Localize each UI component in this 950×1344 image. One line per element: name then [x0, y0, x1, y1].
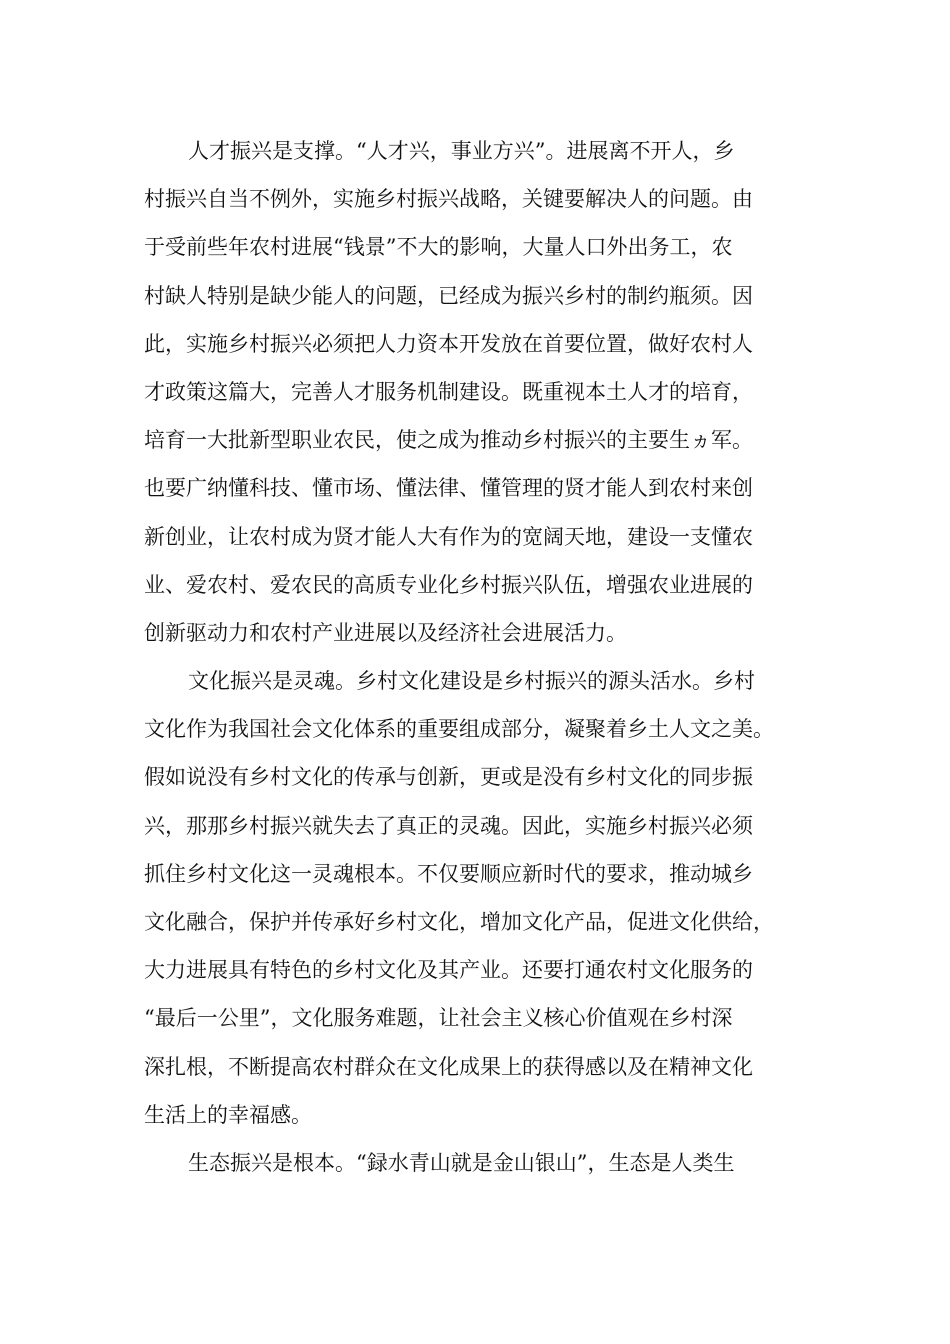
paragraph-talent-line: 创新驱动力和农村产业进展以及经济社会进展活力。 — [144, 620, 627, 645]
paragraph-talent-line: 人才振兴是支撑。“人才兴，事业方兴”。进展离不开人，乡 — [188, 139, 735, 163]
paragraph-ecology-line: 生态振兴是根本。“録水青山就是金山银山”，生态是人类生 — [188, 1150, 735, 1175]
paragraph-culture-line: 大力进展具有特色的乡村文化及其产业。还要打通农村文化服务的 — [144, 958, 753, 983]
paragraph-talent-line: 培育一大批新型职业农民，使之成为推动乡村振兴的主要生ヵ军。 — [144, 428, 753, 453]
paragraph-talent-line: 村缺人特别是缺少能人的问题，已经成为振兴乡村的制约瓶须。因 — [144, 283, 753, 308]
paragraph-culture-line: 生活上的幸福感。 — [144, 1102, 312, 1127]
paragraph-culture-line: 文化振兴是灵魂。乡村文化建设是乡村振兴的源头活水。乡村 — [188, 669, 755, 694]
paragraph-culture-line: 抓住乡村文化这一灵魂根本。不仅要顺应新时代的要求，推动城乡 — [144, 861, 753, 886]
paragraph-talent-line: 村振兴自当不例外，实施乡村振兴战略，关键要解决人的问题。由 — [144, 187, 753, 212]
paragraph-culture-line: 文化作为我国社会文化体系的重要组成部分，凝聚着乡土人文之美。 — [144, 717, 774, 742]
paragraph-culture-line: 假如说没有乡村文化的传承与创新，更或是没有乡村文化的同步振 — [144, 765, 753, 790]
paragraph-talent-line: 于受前些年农村进展“钱景”不大的影响，大量人口外出务工，农 — [144, 235, 733, 260]
paragraph-talent-line: 才政策这篇大，完善人才服务机制建设。既重视本土人才的培育， — [144, 379, 753, 404]
paragraph-culture-line: 兴，那那乡村振兴就失去了真正的灵魂。因此，实施乡村振兴必须 — [144, 813, 753, 838]
paragraph-talent-line: 业、爱农村、爱农民的高质专业化乡村振兴队伍，增强农业进展的 — [144, 572, 753, 597]
paragraph-culture-line: 文化融合，保护并传承好乡村文化，增加文化产品，促进文化供给， — [144, 910, 774, 934]
paragraph-talent-line: 新创业，让农村成为贤才能人大有作为的宽阔天地，建设一支懂农 — [144, 524, 753, 549]
paragraph-culture-line: “最后一公里”，文化服务难题，让社会主义核心价值观在乡村深 — [144, 1006, 733, 1031]
paragraph-talent-line: 也要广纳懂科技、懂市场、懂法律、懂管理的贤才能人到农村来创 — [144, 476, 753, 501]
paragraph-culture-line: 深扎根，不断提高农村群众在文化成果上的获得感以及在精神文化 — [144, 1054, 753, 1079]
paragraph-talent-line: 此，实施乡村振兴必须把人力资本开发放在首要位置，做好农村人 — [144, 331, 753, 356]
body-text — [144, 127, 814, 1187]
